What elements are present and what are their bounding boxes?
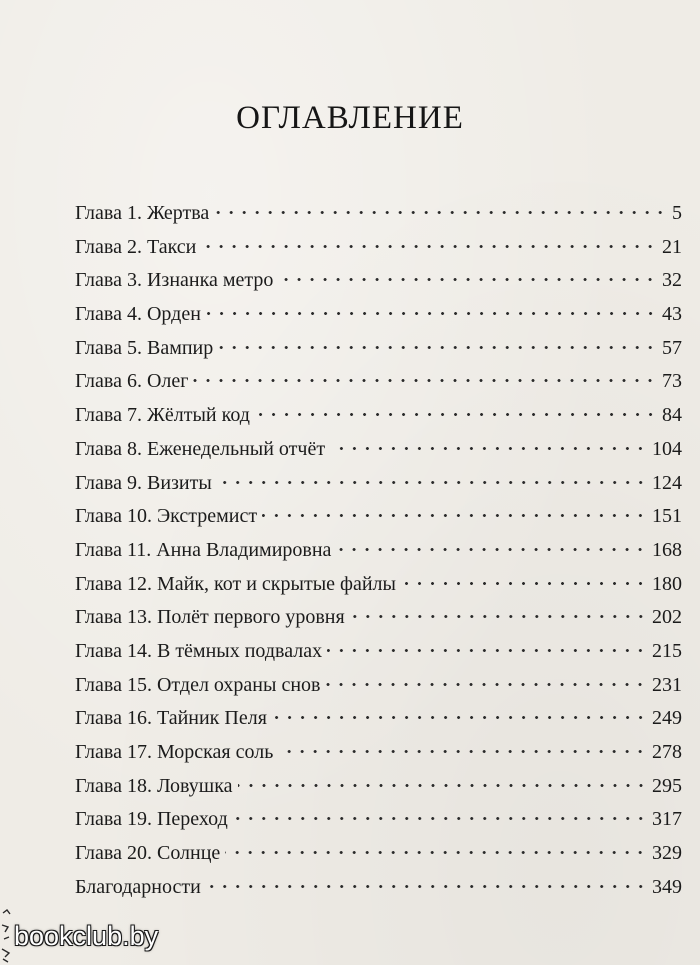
dot-leader	[238, 784, 648, 787]
toc-entry	[75, 231, 682, 265]
toc-entry-title: Глава 3. Изнанка метро	[75, 269, 274, 292]
dot-leader	[401, 582, 647, 585]
watermark-text: bookclub.by	[14, 921, 159, 951]
dot-leader	[278, 750, 647, 753]
toc-entry-page-number: 349	[652, 875, 682, 898]
toc-entry-page-number: 57	[662, 336, 682, 359]
toc-entry-page-number: 180	[652, 572, 682, 595]
toc-entry-title: Глава 18. Ловушка	[75, 774, 233, 797]
toc-entry-page-number: 329	[652, 842, 682, 865]
toc-entry-title: Благодарности	[75, 875, 201, 898]
dot-leader	[327, 649, 647, 652]
toc-entry	[75, 399, 682, 433]
toc-entry	[75, 736, 682, 770]
toc-entry-title: Глава 16. Тайник Пеля	[75, 707, 267, 730]
toc-entry-title: Глава 5. Вампир	[75, 336, 214, 359]
toc-entry	[75, 332, 682, 366]
dot-leader	[350, 615, 647, 618]
toc-entry-page-number: 73	[662, 370, 682, 393]
toc-entry-page-number: 151	[652, 505, 682, 528]
toc-entry-title: Глава 10. Экстремист	[75, 505, 258, 528]
dot-leader	[218, 346, 657, 349]
toc-entry-page-number: 21	[662, 235, 682, 258]
toc-entry-page-number: 278	[652, 741, 682, 763]
bleed-through-line	[180, 82, 570, 98]
toc-entry-title: Глава 14. В тёмных подвалах	[75, 639, 323, 662]
toc-entry-title: Глава 2. Такси	[75, 235, 197, 258]
toc-entry-title: Глава 4. Орден	[75, 303, 201, 326]
toc-entry	[75, 298, 682, 332]
toc-entry-page-number: 202	[652, 606, 682, 629]
toc-entry-page-number: 231	[652, 673, 682, 696]
dot-leader	[206, 312, 657, 315]
toc-entry-title: Глава 6. Олег	[75, 370, 189, 393]
toc-entry	[75, 770, 682, 804]
dot-leader	[214, 211, 667, 214]
dot-leader	[206, 885, 647, 888]
toc-entry-title: Глава 13. Полёт первого уровня	[75, 606, 345, 629]
toc-entry-title: Глава 17. Морская соль	[75, 741, 274, 763]
toc-entry	[75, 871, 682, 905]
toc-entry	[75, 500, 682, 534]
toc-entry-title: Глава 7. Жёлтый код	[75, 404, 250, 427]
toc-entry-title: Глава 1. Жертва	[75, 202, 210, 224]
toc-entry-title: Глава 19. Переход	[75, 808, 228, 831]
dot-leader	[201, 245, 657, 248]
dot-leader	[336, 548, 647, 551]
dot-leader	[262, 514, 647, 517]
toc-entry	[75, 197, 682, 231]
toc-entry	[75, 635, 682, 669]
toc-entry-page-number: 317	[652, 808, 682, 831]
toc-entry-page-number: 43	[662, 303, 682, 326]
toc-entry-page-number: 168	[652, 538, 682, 561]
toc-entry-page-number: 295	[652, 774, 682, 797]
toc-entry-title: Глава 11. Анна Владимировна	[75, 538, 332, 561]
dot-leader	[225, 851, 647, 854]
toc-entry-title: Глава 8. Еженедельный отчёт	[75, 437, 326, 460]
toc-entry	[75, 669, 682, 703]
toc-entry-title: Глава 9. Визиты	[75, 471, 212, 494]
toc-entry	[75, 803, 682, 837]
dot-leader	[193, 379, 657, 382]
dot-leader	[233, 817, 647, 820]
dot-leader	[325, 683, 647, 686]
toc-entry	[75, 467, 682, 501]
toc-entry-page-number: 215	[652, 639, 682, 662]
toc-entry	[75, 365, 682, 399]
toc-entry	[75, 264, 682, 298]
toc-entry-page-number: 124	[652, 471, 682, 494]
dot-leader	[272, 716, 647, 719]
corner-doodle	[0, 905, 14, 965]
toc-entry-page-number: 32	[662, 269, 682, 292]
page-title: ОГЛАВЛЕНИЕ	[236, 100, 464, 136]
toc-entry	[75, 601, 682, 635]
toc-entry	[75, 534, 682, 568]
toc-entry	[75, 837, 682, 871]
dot-leader	[278, 278, 657, 281]
toc-entry	[75, 702, 682, 736]
toc-entry-page-number: 104	[652, 437, 682, 460]
dot-leader	[217, 481, 647, 484]
toc-entry	[75, 568, 682, 602]
table-of-contents	[75, 197, 682, 904]
toc-entry-title: Глава 12. Майк, кот и скрытые файлы	[75, 572, 396, 595]
bleed-through-line	[180, 48, 570, 64]
toc-entry-page-number: 249	[652, 707, 682, 730]
toc-entry-page-number: 84	[662, 404, 682, 427]
dot-leader	[330, 447, 647, 450]
toc-entry-page-number: 5	[672, 202, 682, 224]
toc-entry-title: Глава 15. Отдел охраны снов	[75, 673, 321, 696]
dot-leader	[255, 413, 657, 416]
toc-entry	[75, 433, 682, 467]
toc-entry-title: Глава 20. Солнце	[75, 842, 221, 865]
